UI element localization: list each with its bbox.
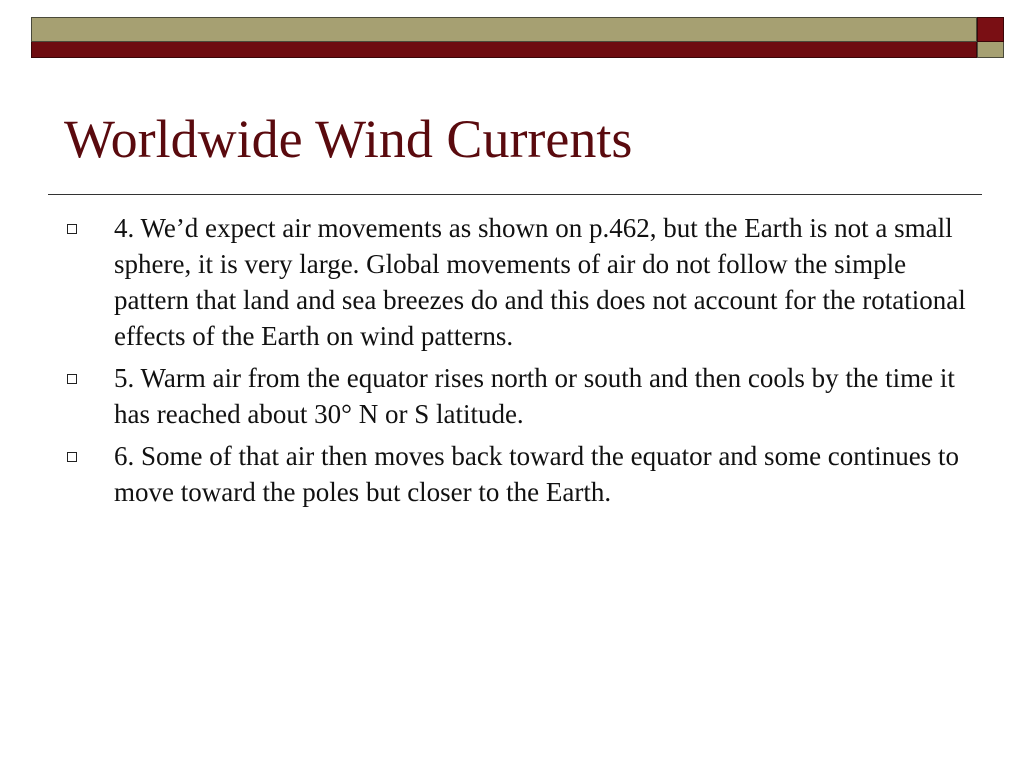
hollow-square-bullet-icon (67, 374, 77, 384)
header-square-maroon (977, 17, 1004, 42)
slide-title: Worldwide Wind Currents (64, 109, 633, 169)
bullet-list (62, 210, 972, 516)
hollow-square-bullet-icon (67, 224, 77, 234)
bullet-text: 5. Warm air from the equator rises north or south and then cools by the time it has reached about 30° N or S latitude. (114, 363, 955, 429)
bullet-item (62, 360, 972, 432)
bullet-item (62, 210, 972, 354)
header-bar-olive (31, 17, 977, 42)
bullet-item (62, 438, 972, 510)
bullet-text: 4. We’d expect air movements as shown on p.462, but the Earth is not a small sphere, it is very large. Global movements of air do not follow the simple pattern that land and sea breezes do and this does not account for the rotational effects of the Earth on wind patterns. (114, 213, 966, 351)
header-bar-maroon (31, 42, 977, 58)
title-divider (48, 194, 982, 195)
bullet-text: 6. Some of that air then moves back toward the equator and some continues to move toward the poles but closer to the Earth. (114, 441, 960, 507)
hollow-square-bullet-icon (67, 452, 77, 462)
header-square-olive (977, 42, 1004, 58)
